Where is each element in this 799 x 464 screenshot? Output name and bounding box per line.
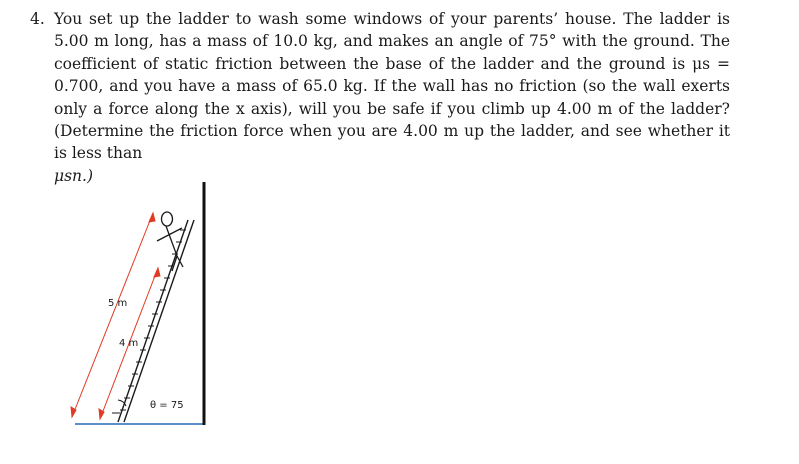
ladder-rail-left <box>118 220 188 422</box>
ladder-figure <box>60 170 220 439</box>
ladder-rail-right <box>124 220 194 422</box>
problem-text <box>54 8 730 187</box>
label-angle: θ = 75 <box>150 400 184 411</box>
person-head <box>162 212 173 226</box>
label-5m: 5 m <box>108 298 128 309</box>
problem-statement <box>30 8 730 187</box>
ladder-diagram <box>60 170 220 435</box>
problem-text-main: You set up the ladder to wash some windows of your parents’ house. The ladder is 5.00 m long, has a mass of 10.0 kg, and makes an angle of 75° with the ground. The coefficient of static friction between the base of the ladder and the ground is μs = 0.700, and you have a mass of 65.0 kg. If the wall has no friction (so the wall exerts only a force along the x axis), will you be safe if you climb up 4.00 m of the ladder? (Determine the friction force when you are 4.00 m up the ladder, and see whether it is less than <box>54 10 730 163</box>
problem-number: 4. <box>30 10 45 28</box>
problem-text-end: μsn.) <box>54 166 93 185</box>
label-4m: 4 m <box>119 338 139 349</box>
